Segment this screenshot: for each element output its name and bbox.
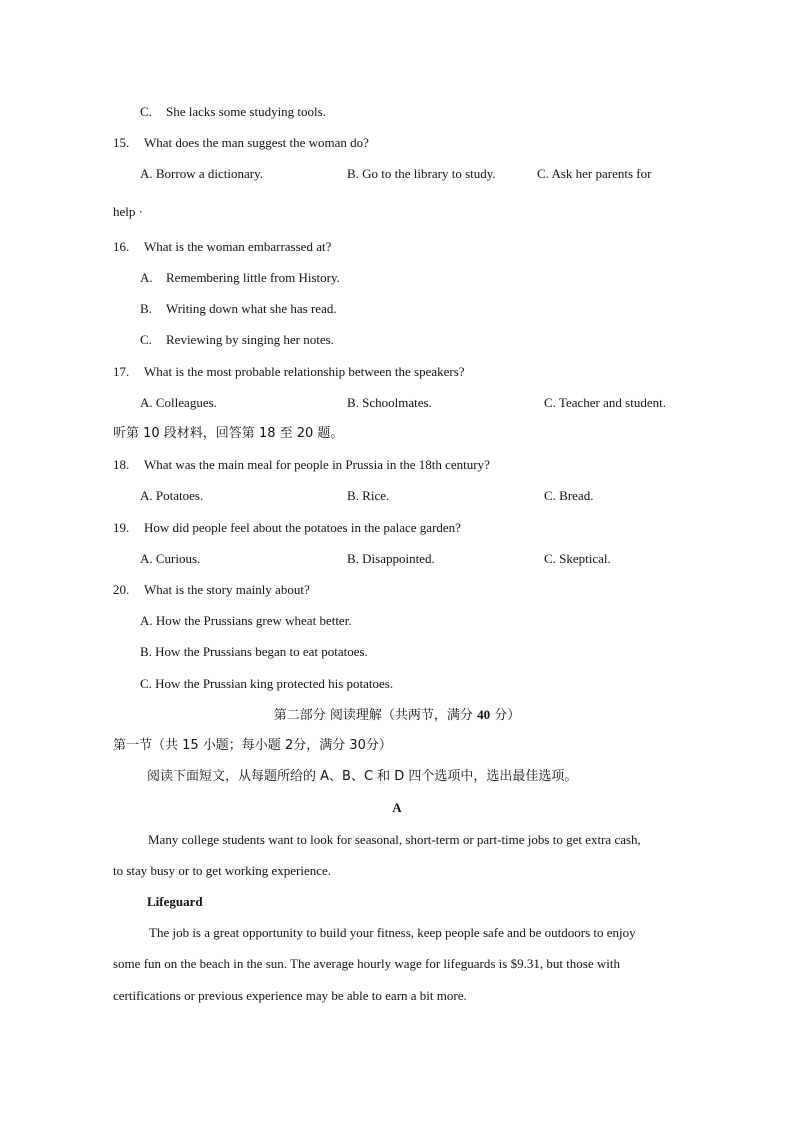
intro-paragraph-line2: to stay busy or to get working experience. <box>113 863 332 878</box>
q15-option-c: C. Ask her parents for <box>537 166 652 181</box>
q17-option-c: C. Teacher and student. <box>544 395 666 410</box>
q20-question: What is the story mainly about? <box>144 582 310 597</box>
q16-option-c <box>140 332 334 348</box>
lifeguard-paragraph-line2: some fun on the beach in the sun. The average hourly wage for lifeguards is $9.31, but those with <box>113 956 620 971</box>
q15-question: What does the man suggest the woman do? <box>144 135 369 150</box>
option-text: Remembering little from History. <box>166 270 340 285</box>
q18-number: 18. <box>113 457 130 472</box>
part2-heading <box>0 707 794 724</box>
option-text: Reviewing by singing her notes. <box>166 332 334 347</box>
q19-option-a: A. Curious. <box>140 551 201 566</box>
lifeguard-paragraph-line1: The job is a great opportunity to build your fitness, keep people safe and be outdoors to enjoy <box>149 925 636 940</box>
q20-option-b: B. How the Prussians began to eat potatoes. <box>140 644 368 659</box>
q15-number: 15. <box>113 135 130 150</box>
q15-option-b: B. Go to the library to study. <box>347 166 496 181</box>
q17-option-b: B. Schoolmates. <box>347 395 432 410</box>
q15-option-c-continued: help · <box>113 204 143 219</box>
q19-option-b: B. Disappointed. <box>347 551 435 566</box>
q18-option-c: C. Bread. <box>544 488 594 503</box>
q20-option-a: A. How the Prussians grew wheat better. <box>140 613 352 628</box>
q18-question: What was the main meal for people in Prussia in the 18th century? <box>144 457 490 472</box>
option-text: She lacks some studying tools. <box>166 104 326 119</box>
passage-title: A <box>392 800 402 815</box>
intro-paragraph-line1: Many college students want to look for seasonal, short-term or part-time jobs to get extra cash, <box>148 832 641 847</box>
q17-question: What is the most probable relationship between the speakers? <box>144 364 465 379</box>
reading-instruction: 阅读下面短文，从每题所给的 A、B、C 和 D 四个选项中，选出最佳选项。 <box>147 769 578 784</box>
option-label: C. <box>140 332 152 347</box>
q20-number: 20. <box>113 582 130 597</box>
q16-option-a <box>140 270 340 286</box>
section1-heading: 第一节（共 15 小题；每小题 2分，满分 30分） <box>113 738 392 753</box>
q19-option-c: C. Skeptical. <box>544 551 611 566</box>
option-text: Writing down what she has read. <box>166 301 337 316</box>
q18-option-a: A. Potatoes. <box>140 488 204 503</box>
q19-question: How did people feel about the potatoes in the palace garden? <box>144 520 461 535</box>
q20-option-c: C. How the Prussian king protected his potatoes. <box>140 676 394 691</box>
option-label: A. <box>140 270 153 285</box>
q16-question: What is the woman embarrassed at? <box>144 239 332 254</box>
option-label: C. <box>140 104 152 119</box>
q14-option-c <box>140 104 326 120</box>
option-label: B. <box>140 301 152 316</box>
q19-number: 19. <box>113 520 130 535</box>
q17-option-a: A. Colleagues. <box>140 395 217 410</box>
part2-heading-score: 40 <box>477 707 491 722</box>
part2-heading-pre: 第二部分 阅读理解（共两节，满分 <box>273 708 478 723</box>
q17-number: 17. <box>113 364 130 379</box>
q16-option-b <box>140 301 337 317</box>
q16-number: 16. <box>113 239 130 254</box>
part2-heading-post: 分） <box>490 708 521 723</box>
job-title-lifeguard: Lifeguard <box>147 894 203 909</box>
lifeguard-paragraph-line3: certifications or previous experience may be able to earn a bit more. <box>113 988 467 1003</box>
section10-instruction: 听第 10 段材料，回答第 18 至 20 题。 <box>113 426 344 441</box>
q15-option-a: A. Borrow a dictionary. <box>140 166 263 181</box>
q18-option-b: B. Rice. <box>347 488 390 503</box>
